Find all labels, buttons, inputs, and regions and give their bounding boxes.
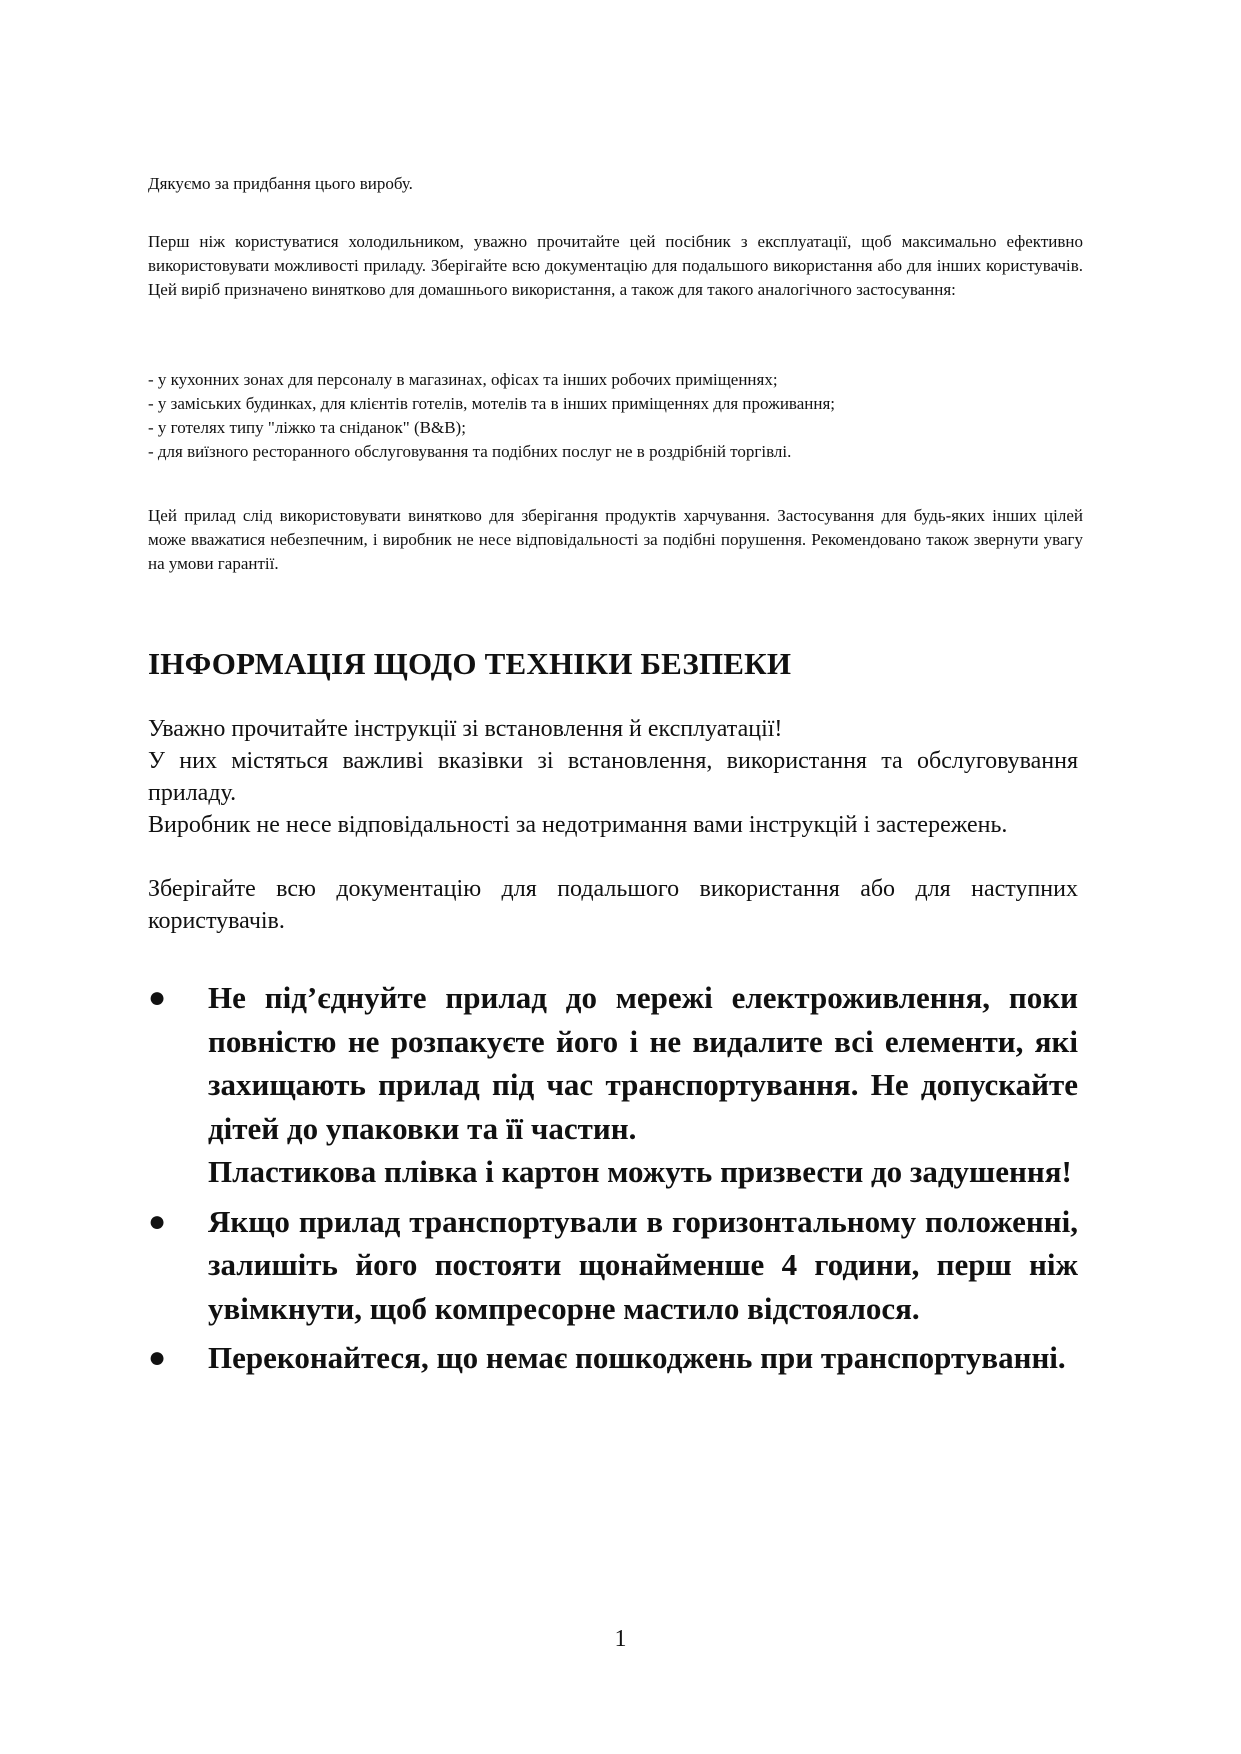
safety-line: У них містяться важливі вказівки зі встановлення, використання та обслуговування приладу. bbox=[148, 748, 1078, 806]
usage-list bbox=[148, 368, 1083, 464]
intro-paragraph: Перш ніж користуватися холодильником, уважно прочитайте цей посібник з експлуатації, щоб максимально ефективно використовувати можливості приладу. Зберігайте всю документацію для подальшого використання або для інших користувачів. Цей виріб призначено винятково для домашнього використання, а також для такого аналогічного застосування: bbox=[148, 232, 1083, 299]
usage-list-item: - у кухонних зонах для персоналу в магазинах, офісах та інших робочих приміщеннях; bbox=[148, 370, 778, 389]
warning-item bbox=[148, 1336, 1078, 1380]
safety-line: Уважно прочитайте інструкції зі встановлення й експлуатації! bbox=[148, 716, 783, 742]
warning-text: Не під’єднуйте прилад до мережі електроживлення, поки повністю не розпакуєте його і не видалите всі елементи, які захищають прилад під час транспортування. Не допускайте дітей до упаковки та її частин. bbox=[208, 980, 1078, 1146]
bullet-icon: ● bbox=[148, 981, 167, 1014]
safety-line: Виробник не несе відповідальності за недотримання вами інструкцій і застережень. bbox=[148, 812, 1008, 838]
purpose-paragraph: Цей прилад слід використовувати винятково для зберігання продуктів харчування. Застосування для будь-яких інших цілей може вважатися небезпечним, і виробник не несе відповідальності за подібні порушення. Рекомендовано також звернути увагу на умови гарантії. bbox=[148, 506, 1083, 573]
section-title: ІНФОРМАЦІЯ ЩОДО ТЕХНІКИ БЕЗПЕКИ bbox=[148, 646, 792, 681]
usage-list-item: - для виїзного ресторанного обслуговування та подібних послуг не в роздрібній торгівлі. bbox=[148, 442, 792, 461]
warning-extra: Пластикова плівка і картон можуть призвести до задушення! bbox=[208, 1154, 1072, 1189]
usage-list-item: - у заміських будинках, для клієнтів готелів, мотелів та в інших приміщеннях для проживання; bbox=[148, 394, 835, 413]
safety-line: Зберігайте всю документацію для подальшого використання або для наступних користувачів. bbox=[148, 876, 1078, 934]
warning-text: Переконайтеся, що немає пошкоджень при транспортуванні. bbox=[208, 1340, 1066, 1375]
warning-text: Якщо прилад транспортували в горизонтальному положенні, залишіть його постояти щонайменше 4 години, перш ніж увімкнути, щоб компресорне мастило відстоялося. bbox=[208, 1203, 1078, 1326]
warning-item bbox=[148, 976, 1078, 1194]
warning-list bbox=[148, 976, 1078, 1380]
bullet-icon: ● bbox=[148, 1204, 167, 1238]
thanks-text: Дякуємо за придбання цього виробу. bbox=[148, 174, 413, 193]
bullet-icon: ● bbox=[148, 1341, 167, 1374]
warning-item bbox=[148, 1200, 1078, 1331]
page-number: 1 bbox=[614, 1626, 627, 1652]
usage-list-item: - у готелях типу "ліжко та сніданок" (B&B); bbox=[148, 418, 466, 437]
